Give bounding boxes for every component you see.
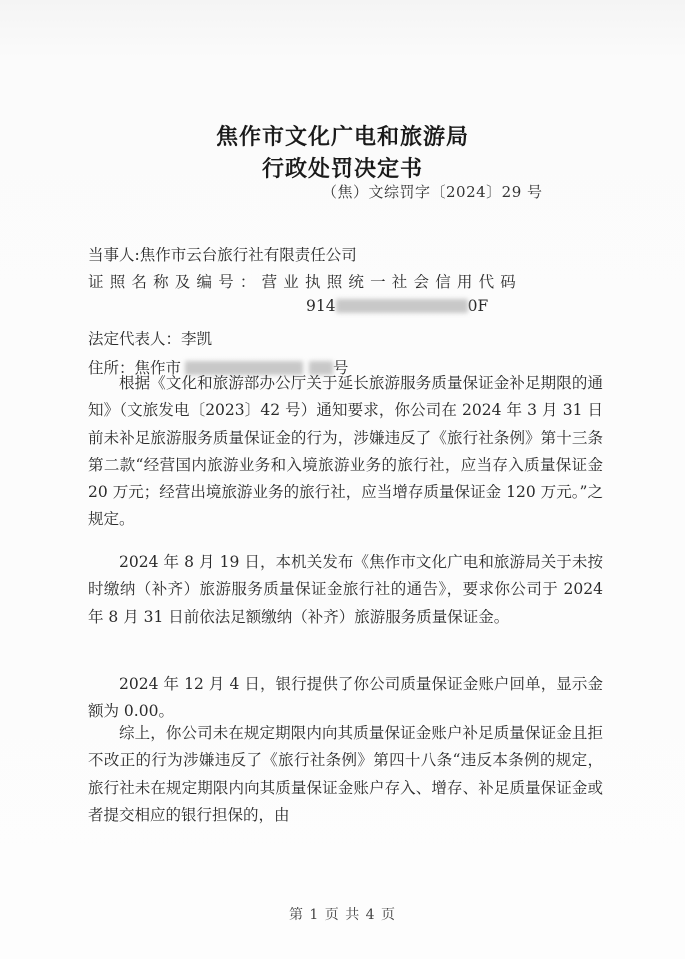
paragraph-notice: 2024 年 8 月 19 日，本机关发布《焦作市文化广电和旅游局关于未按时缴纳（补齐）旅游服务质量保证金旅行社的通告》，要求你公司于 2024 年 8 月 31 日前依法足额缴纳（补齐）旅游服务质量保证金。	[88, 553, 603, 626]
document-number: （焦）文综罚字〔2024〕29 号	[322, 183, 543, 201]
paragraph-bank-receipt: 2024 年 12 月 4 日，银行提供了你公司质量保证金账户回单，显示金额为 0.00。	[88, 675, 603, 721]
party-line: 当事人:焦作市云台旅行社有限责任公司	[88, 246, 357, 264]
paragraph-conclusion: 综上，你公司未在规定期限内向其质量保证金账户补足质量保证金且拒不改正的行为涉嫌违反了《旅行社条例》第四十八条“违反本条例的规定，旅行社未在规定期限内向其质量保证金账户存入、增存、补足质量保证金或者提交相应的银行担保的，由	[88, 724, 603, 824]
credit-code-suffix: 0F	[467, 297, 489, 315]
certificate-label-line: 证照名称及编号：营业执照统一社会信用代码	[88, 273, 523, 291]
issuing-authority-title: 焦作市文化广电和旅游局	[215, 125, 469, 150]
redaction-blur	[336, 299, 468, 313]
page-number: 第 1 页 共 4 页	[288, 907, 397, 923]
legal-representative-line: 法定代表人：李凯	[88, 330, 213, 348]
address-prefix: 住所：焦作市	[88, 359, 182, 377]
document-type-title: 行政处罚决定书	[261, 157, 423, 182]
credit-code-line	[306, 297, 488, 315]
address-suffix: 号	[333, 359, 349, 377]
paragraph-legal-basis: 根据《文化和旅游部办公厅关于延长旅游服务质量保证金补足期限的通知》（文旅发电〔2023〕42 号）通知要求，你公司在 2024 年 3 月 31 日前未补足旅游服务质量保证金的行为，涉嫌违反了《旅行社条例》第十三条第二款“经营国内旅游业务和入境旅游业务的旅行社，应当存入质量保证金 20 万元；经营出境旅游业务的旅行社，应当增存质量保证金 120 万元。”之规定。	[88, 374, 603, 529]
credit-code-prefix: 914	[306, 297, 336, 315]
